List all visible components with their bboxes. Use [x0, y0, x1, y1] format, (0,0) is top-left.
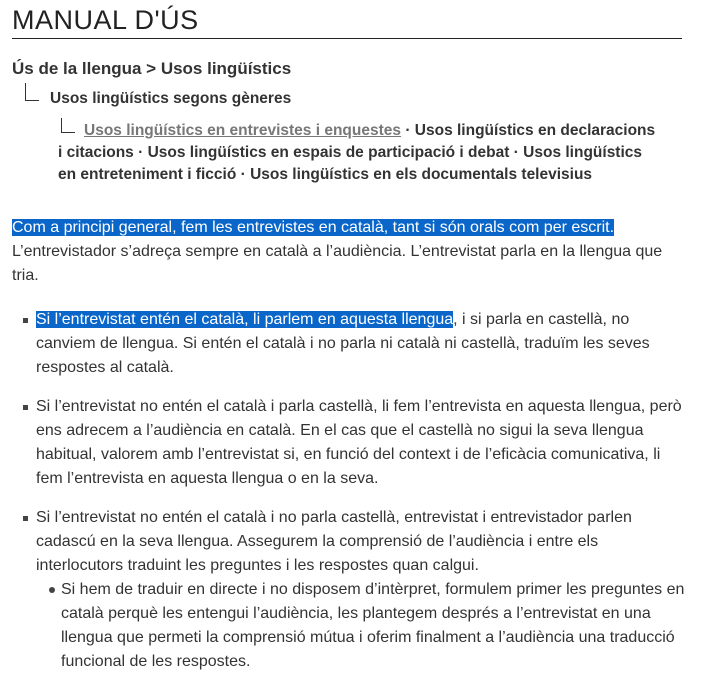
sibling-pages-nav	[58, 120, 658, 186]
sub-list-item	[61, 578, 686, 674]
selected-text: Com a principi general, fem les entrevistes en català, tant si són orals com per escrit.	[12, 219, 615, 236]
square-bullet-icon	[23, 318, 28, 323]
subsection-link[interactable]: Usos lingüístics segons gèneres	[50, 90, 292, 107]
breadcrumb-separator: >	[141, 59, 161, 78]
list-item	[36, 308, 686, 380]
intro-text: L’entrevistador s’adreça sempre en català a l’audiència. L’entrevistat parla en la llengua que tria.	[12, 243, 663, 284]
list-item-text: Si l’entrevistat no entén el català i parla castellà, li fem l’entrevista en aquesta llengua, però ens adrecem a l’audiència en català. En el cas que el castellà no sigui la seva llengua habitual, valorem amb l’entrevistat si, en funció del context i de l’eficàcia comunicativa, li fem l’entrevista en aquesta llengua o en la seva.	[36, 398, 682, 487]
list-item	[36, 395, 686, 491]
nav-link-participacio-debat[interactable]: Usos lingüístics en espais de participació i debat	[147, 144, 510, 161]
nav-link-entrevistes-enquestes[interactable]: Usos lingüístics en entrevistes i enquestes	[84, 122, 402, 139]
page-title: MANUAL D'ÚS	[12, 4, 682, 39]
square-bullet-icon	[23, 516, 28, 521]
rules-list	[36, 308, 686, 689]
list-item-text: Si l’entrevistat no entén el català i no parla castellà, entrevistat i entrevistador parlen cadascú en la seva llengua. Assegurem la comprensió de l’audiència i entre els interlocutors traduint les preguntes i les respostes quan calgui.	[36, 509, 632, 574]
breadcrumb	[12, 58, 291, 80]
list-item	[36, 506, 686, 674]
nav-separator: ·	[509, 144, 524, 161]
nav-separator: ·	[133, 144, 148, 161]
nav-link-entreteniment-ficcio[interactable]: Usos lingüístics en entreteniment i ficció	[58, 144, 643, 183]
nav-link-documentals-televisius[interactable]: Usos lingüístics en els documentals televisius	[250, 166, 593, 183]
square-bullet-icon	[23, 405, 28, 410]
round-bullet-icon	[49, 587, 55, 593]
breadcrumb-parent-link[interactable]: Ús de la llengua	[12, 59, 142, 78]
sub-list-item-text: Si hem de traduir en directe i no disposem d’intèrpret, formulem primer les preguntes en català perquè les entengui l’audiència, les plantegem després a l’entrevistat en una llengua que permeti la comprensió mútua i oferim finalment a l’audiència una traducció funcional de les respostes.	[61, 581, 685, 670]
tree-connector-icon	[25, 83, 39, 101]
nav-link-declaracions-citacions[interactable]: Usos lingüístics en declaracions i citacions	[58, 122, 656, 161]
sub-list	[61, 578, 686, 674]
breadcrumb-current[interactable]: Usos lingüístics	[160, 59, 292, 78]
selected-text: Si l’entrevistat entén el català, li parlem en aquesta llengua	[36, 311, 454, 328]
intro-paragraph	[12, 216, 672, 288]
nav-separator: ·	[236, 166, 251, 183]
nav-separator: ·	[401, 122, 415, 139]
list-item-text: , i si parla en castellà, no canviem de llengua. Si entén el català i no parla ni català ni castellà, traduïm les seves respostes al català.	[36, 311, 650, 376]
